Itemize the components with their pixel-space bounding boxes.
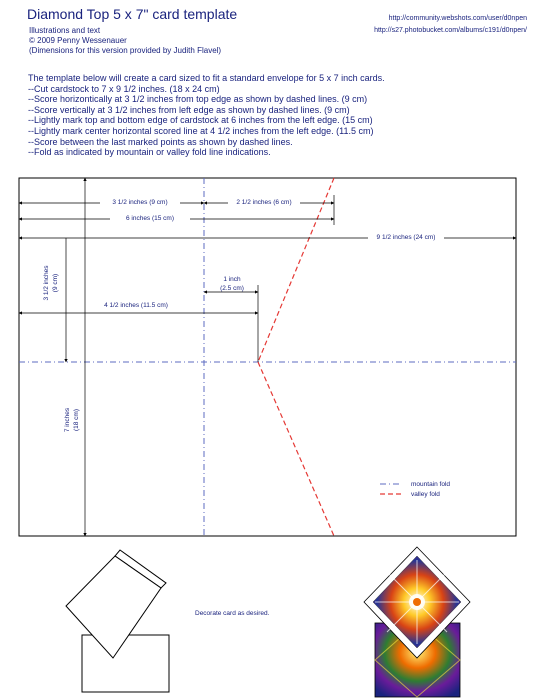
- dim-label-6: 6 inches (15 cm): [125, 215, 175, 222]
- dim-label-7-1: 7 inches: [64, 407, 71, 433]
- folded-card-sketch: [66, 550, 169, 692]
- instruction-line: --Score horizontically at 3 1/2 inches from top edge as shown by dashed lines. (9 cm): [28, 94, 368, 105]
- decorated-card-image: [364, 547, 470, 697]
- legend-mountain-label: mountain fold: [411, 481, 451, 488]
- dim-label-1-inch-2: (2.5 cm): [220, 285, 244, 292]
- credit-line-1: Illustrations and text: [29, 26, 101, 35]
- page-title: Diamond Top 5 x 7" card template: [27, 6, 238, 22]
- dim-label-3-5-vertical-1: 3 1/2 inches: [43, 265, 50, 301]
- credit-line-2: © 2009 Penny Wessenauer: [29, 36, 127, 45]
- instruction-line: --Fold as indicated by mountain or valley fold line indications.: [28, 147, 271, 158]
- decorate-note: Decorate card as desired.: [195, 610, 270, 617]
- credit-line-3: (Dimensions for this version provided by Judith Flavel): [29, 46, 222, 55]
- dim-label-9-5: 9 1/2 inches (24 cm): [376, 234, 436, 241]
- instruction-line: The template below will create a card sized to fit a standard envelope for 5 x 7 inch cards.: [28, 73, 385, 83]
- instruction-line: --Score between the last marked points as shown by dashed lines.: [28, 136, 293, 147]
- dim-label-2-5: 2 1/2 inches (6 cm): [236, 199, 292, 206]
- instruction-line: --Cut cardstock to 7 x 9 1/2 inches. (18 x 24 cm): [28, 83, 220, 94]
- dim-label-3-5-vertical-2: (9 cm): [52, 273, 59, 293]
- url-photobucket[interactable]: http://s27.photobucket.com/albums/c191/d0npen/: [374, 27, 527, 34]
- dim-label-3-5: 3 1/2 inches (9 cm): [112, 199, 168, 206]
- instruction-line: --Score vertically at 3 1/2 inches from left edge as shown by dashed lines. (9 cm): [28, 104, 350, 115]
- url-webshots[interactable]: http://community.webshots.com/user/d0npen: [388, 15, 527, 22]
- dim-label-4-5: 4 1/2 inches (11.5 cm): [104, 302, 168, 309]
- instruction-line: --Lightly mark center horizontal scored line at 4 1/2 inches from the left edge. (11.5 cm): [28, 125, 374, 136]
- dim-label-1-inch-1: 1 inch: [223, 276, 241, 283]
- instruction-line: --Lightly mark top and bottom edge of cardstock at 6 inches from the left edge. (15 cm): [28, 115, 373, 126]
- lower-valley-fold: [258, 362, 334, 536]
- legend-valley-label: valley fold: [411, 491, 440, 498]
- dim-label-7-2: (18 cm): [73, 408, 80, 432]
